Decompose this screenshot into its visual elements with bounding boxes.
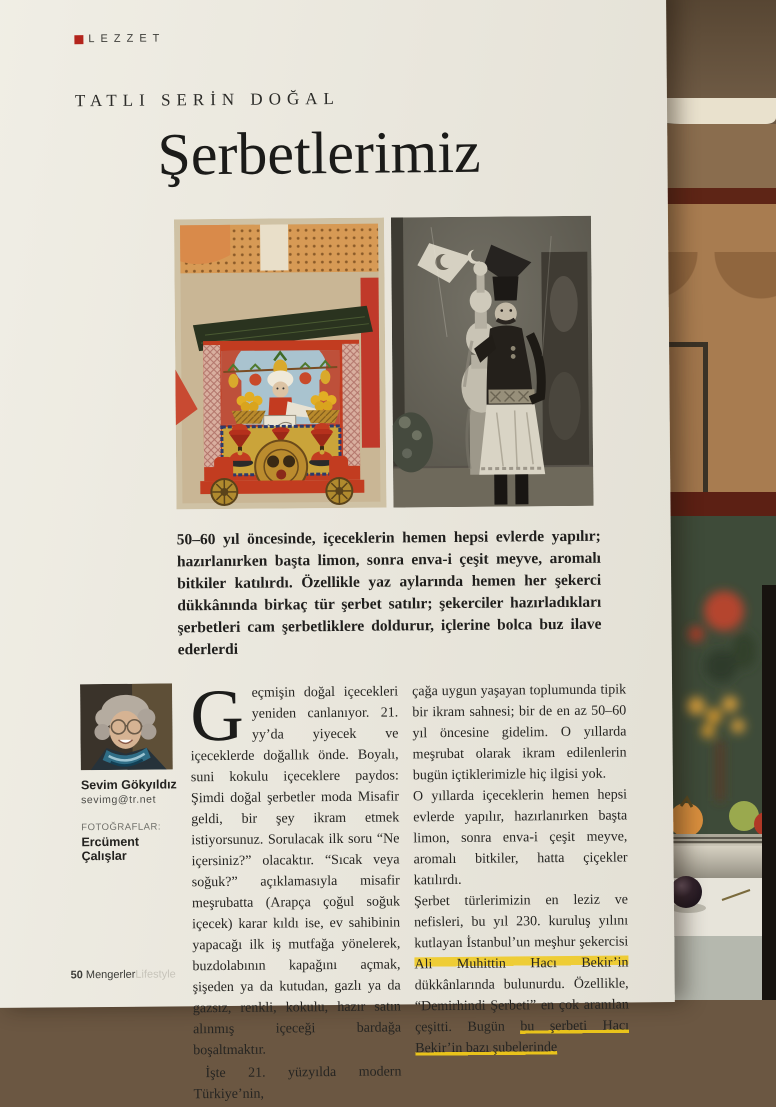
miniature-painting-image (174, 218, 387, 510)
left-paragraph-2: İşte 21. yüzyılda modern Türkiye’nin, (193, 1061, 401, 1105)
dropcap: G (190, 683, 252, 746)
page-title: Şerbetlerimiz (157, 116, 668, 189)
sherbet-seller-photo (391, 216, 594, 508)
page-number: 50 (71, 969, 83, 981)
intro-paragraph: 50–60 yıl öncesinde, içeceklerin hemen hepsi evlerde yapılır; hazırlanırken başta limon, sonra enva-i çeşit meyve, aromalı bitkiler katılırdı. Özellikle yaz aylarında hemen her şekerci dükkânında birkaç tür şerbet satılır; şekerciler hazırladıkları şerbetleri cam şerbetliklere doldurur, içlerine bolca buz ilave ederlerdi (177, 526, 602, 662)
kicker: TATLI SERİN DOĞAL (75, 86, 667, 111)
dark-cherry (670, 876, 702, 908)
author-column (80, 683, 180, 1106)
magazine-suffix: Lifestyle (135, 968, 175, 980)
dark-bottle-edge (762, 585, 776, 1000)
yellow-highlight: Ali Muhittin Hacı Bekir’in (414, 955, 628, 972)
yellow-underline: bu şerbeti Hacı Bekir’in bazı şubelerinde (415, 1018, 629, 1056)
page-footer (71, 968, 176, 981)
section-header (74, 28, 666, 45)
left-paragraph-1: Geçmişin doğal içecekleri yeniden canlanıyor. 21. yy’da yiyecek ve içeceklerde doğallık önde. Boyalı, suni kokulu içeceklere paydos: Şimdi doğal şerbetler moda Misafir geldi, bir şey ikram etmek istiyorsunuz. Sorulacak ilk soru “Ne içersiniz?” olacaktır. “Sıcak veya soğuk?” açıklamasıyla misafir meşrubatta (Arapça çoğul soğuk içecek) karar kıldı ise, ev sahibinin yapacağı ilk iş mutfağa yönelerek, buzdolabının kapağını açmak, şişeden ya da kutudan, gazlı ya da gazsız, renkli, kokulu, hazır satın alınmış içeceği bardağa boşaltmaktır. (190, 681, 401, 1061)
right-paragraph-3: Şerbet türlerimizin en leziz ve nefisleri, bu yıl 230. kuruluş yılını kutlayan İstanbul’un meşhur şekercisi Ali Muhittin Hacı Bekir’in dükkânlarında bulunurdu. Özellikle, “Demirhindi Şerbeti” en çok aranılan çeşitti. Bugün bu şerbeti Hacı Bekir’in bazı şubelerinde (414, 889, 629, 1059)
persimmon-fruit (669, 803, 703, 837)
author-name: Sevim Gökyıldız (81, 777, 177, 792)
article-body (80, 679, 676, 1106)
author-photo (80, 683, 173, 770)
photographers-label: FOTOĞRAFLAR: (81, 821, 177, 833)
photo-row (174, 215, 671, 509)
right-paragraph-2: O yıllarda içeceklerin hemen hepsi evlerde yapılır, hazırlanırken başta limon, sonra enva-i çeşit meyve, aromalı bitkiler, hatta çiçekler katılırdı. (413, 784, 628, 891)
photographer-name: Ercüment Çalışlar (81, 834, 177, 863)
section-marker-square (74, 35, 83, 44)
magazine-name: Mengerler (86, 969, 136, 981)
body-column-left (190, 681, 402, 1105)
section-label: LEZZET (88, 32, 165, 45)
author-email: sevimg@tr.net (81, 793, 177, 806)
right-paragraph-1: çağa uygun yaşayan toplumunda tipik bir ikram sahnesi; bir de en az 50–60 yıl öncesine gidelim. O yıllarda meşrubat olarak ikram edilenlerin bugün içtiklerimizle hiç ilgisi yok. (412, 679, 627, 786)
body-column-right (412, 679, 630, 1103)
